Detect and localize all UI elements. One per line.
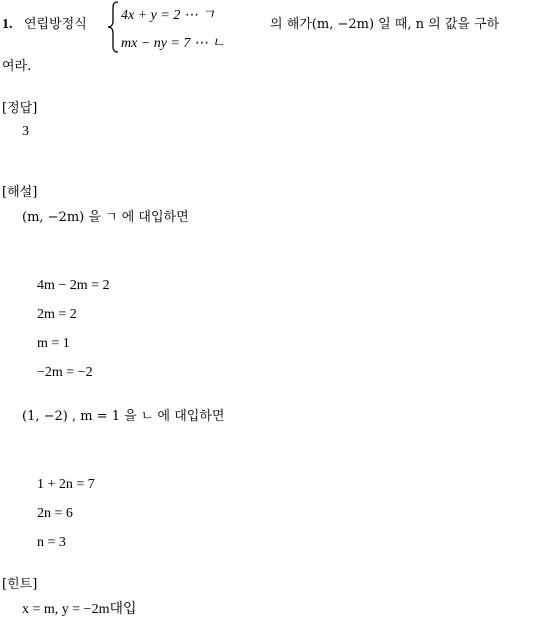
- hint-text: x = m, y = −2m대입: [22, 602, 137, 617]
- question-prefix: 연립방정식: [24, 17, 87, 32]
- explanation-step2-intro: (1, −2) , m = 1 을 ㄴ 에 대입하면: [22, 409, 225, 424]
- explanation-label: [해설]: [2, 185, 38, 200]
- answer-label: [정답]: [2, 101, 38, 116]
- explanation-step1-line: −2m = −2: [37, 365, 93, 380]
- equation-1: 4x + y = 2 ⋯ ㄱ: [121, 8, 215, 23]
- explanation-step1-line: 4m − 2m = 2: [37, 278, 110, 293]
- explanation-step2-line: n = 3: [37, 535, 66, 550]
- explanation-step1-line: m = 1: [37, 336, 70, 351]
- explanation-step1-line: 2m = 2: [37, 307, 77, 322]
- explanation-step2-line: 2n = 6: [37, 506, 73, 521]
- explanation-step1-intro: (m, −2m) 을 ㄱ 에 대입하면: [22, 210, 189, 225]
- answer-value: 3: [22, 124, 29, 139]
- system-brace: [106, 1, 120, 53]
- explanation-step2-line: 1 + 2n = 7: [37, 477, 95, 492]
- hint-label: [힌트]: [2, 577, 38, 592]
- question-number: 1.: [2, 17, 13, 32]
- question-suffix-line2: 여라.: [2, 59, 32, 74]
- question-suffix-line1: 의 해가(m, −2m) 일 때, n 의 값을 구하: [270, 17, 500, 32]
- equation-2: mx − ny = 7 ⋯ ㄴ: [121, 36, 225, 51]
